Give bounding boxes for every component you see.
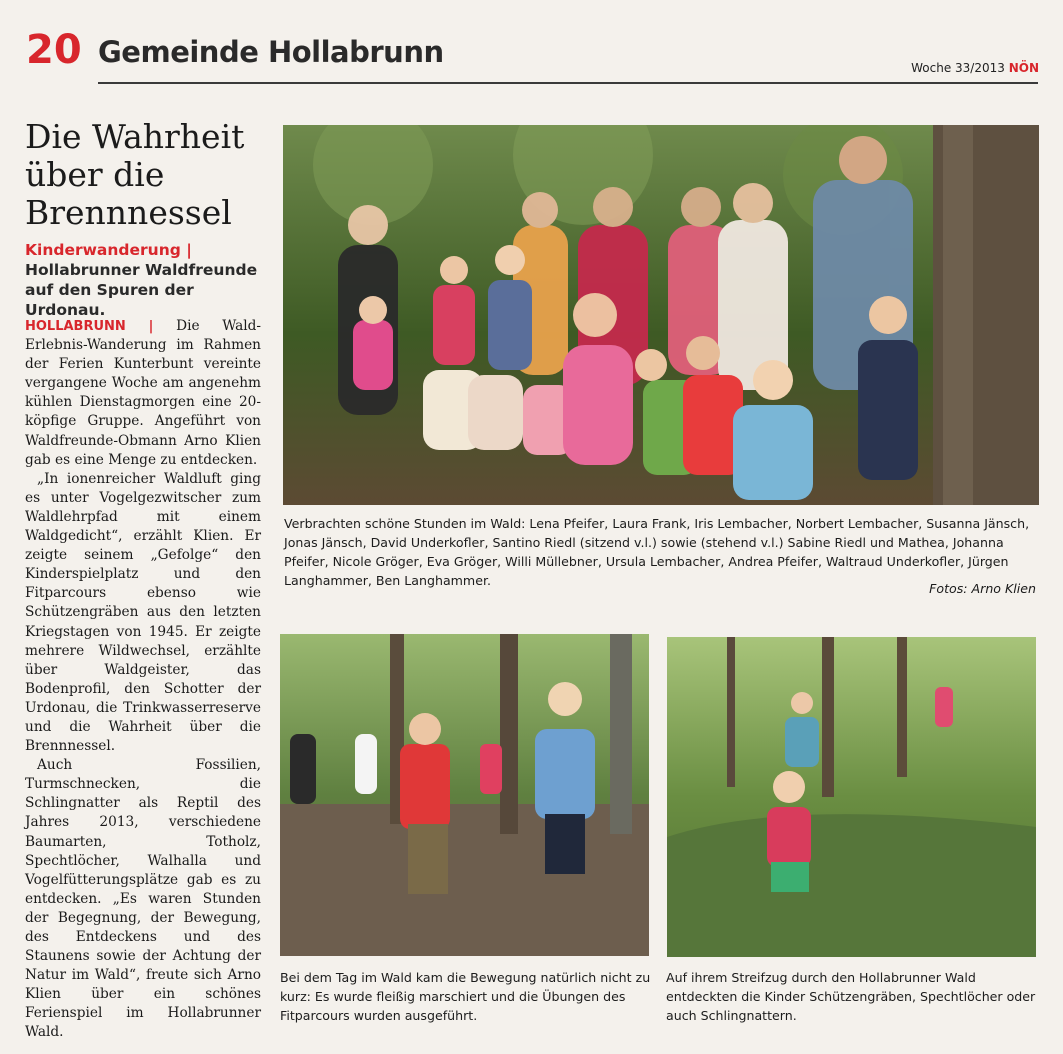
kicker-separator: |: [180, 241, 192, 259]
headline: [25, 118, 265, 232]
paragraph: Auch Fossilien, Turmschnecken, die Schlingnatter als Reptil des Jahres 2013, verschiedene Baumarten, Totholz, Spechtlöcher, Walhalla und Vogelfütterungsplätze gab es zu entdecken. „Es waren Stunden der Begegnung, der Bewegung, des Entdeckens und des Staunens sowie der Achtung der Natur im Wald“, freute sich Arno Klien über ein schönes Ferienspiel im Hollabrunner Wald.: [25, 757, 261, 1041]
header-rule: [98, 82, 1038, 84]
kicker: Kinderwanderung: [25, 241, 181, 259]
page-number: 20: [26, 27, 82, 73]
subhead-text: Hollabrunner Waldfreunde auf den Spuren der Urdonau.: [25, 261, 258, 319]
dateline: HOLLABRUNN |: [25, 319, 177, 334]
paragraph: „In ionenreicher Waldluft ging es unter Vogelgezwitscher zum Waldlehrpfad mit einem Waldgedicht“, erzählt Klien. Er zeigte seinem „Gefolge“ den Kinderspielplatz und den Fitparcours ebenso wie Schützengräben aus den letzten Kriegstagen von 1945. Er zeigte mehrere Wildwechsel, erzählte über Waldgeister, das Bodenprofil, den Schotter der Urdonau, die Trinkwasserreserve und die Wahrheit über die Brennnessel.: [25, 470, 261, 755]
photo-credit: Fotos: Arno Klien: [929, 581, 1036, 596]
brand-logo: NÖN: [1008, 61, 1039, 75]
subheadline: [25, 240, 265, 320]
exploration-photo-caption: Auf ihrem Streifzug durch den Hollabrunner Wald entdeckten die Kinder Schützengräben, Spechtlöcher oder auch Schlingnattern.: [666, 970, 1036, 1023]
group-photo-caption: Verbrachten schöne Stunden im Wald: Lena Pfeifer, Laura Frank, Iris Lembacher, Norbert Lembacher, Susanna Jänsch, Jonas Jänsch, David Underkofler, Santino Riedl (sitzend v.l.) sowie (stehend v.l.) Sabine Riedl und Mathea, Johanna Pfeifer, Nicole Gröger, Eva Gröger, Willi Müllebner, Ursula Lembacher, Andrea Pfeifer, Waltraud Underkofler, Jürgen Langhammer, Ben Langhammer.: [284, 516, 1030, 588]
issue-info: [911, 61, 1039, 75]
group-photo: [283, 125, 1039, 505]
activity-photo-caption: Bei dem Tag im Wald kam die Bewegung natürlich nicht zu kurz: Es wurde fleißig marschiert und die Übungen des Fitparcours wurden ausgeführt.: [280, 970, 651, 1023]
headline-line: über die: [25, 155, 165, 194]
issue-week: Woche 33/2013: [911, 61, 1005, 75]
activity-photo: [280, 634, 649, 956]
paragraph-text: Die Wald-Erlebnis-Wanderung im Rahmen der Ferien Kunterbunt vereinte vergangene Woche am angenehm kühlen Dienstagmorgen eine 20-köpfige Gruppe. Angeführt von Waldfreunde-Obmann Arno Klien gab es eine Menge zu entdecken.: [25, 318, 261, 468]
paragraph: [25, 317, 261, 470]
exploration-photo: [667, 637, 1036, 957]
section-title: Gemeinde Hollabrunn: [98, 35, 444, 69]
article-body: [25, 317, 261, 1043]
headline-line: Brennnessel: [25, 193, 232, 232]
headline-line: Die Wahrheit: [25, 117, 245, 156]
